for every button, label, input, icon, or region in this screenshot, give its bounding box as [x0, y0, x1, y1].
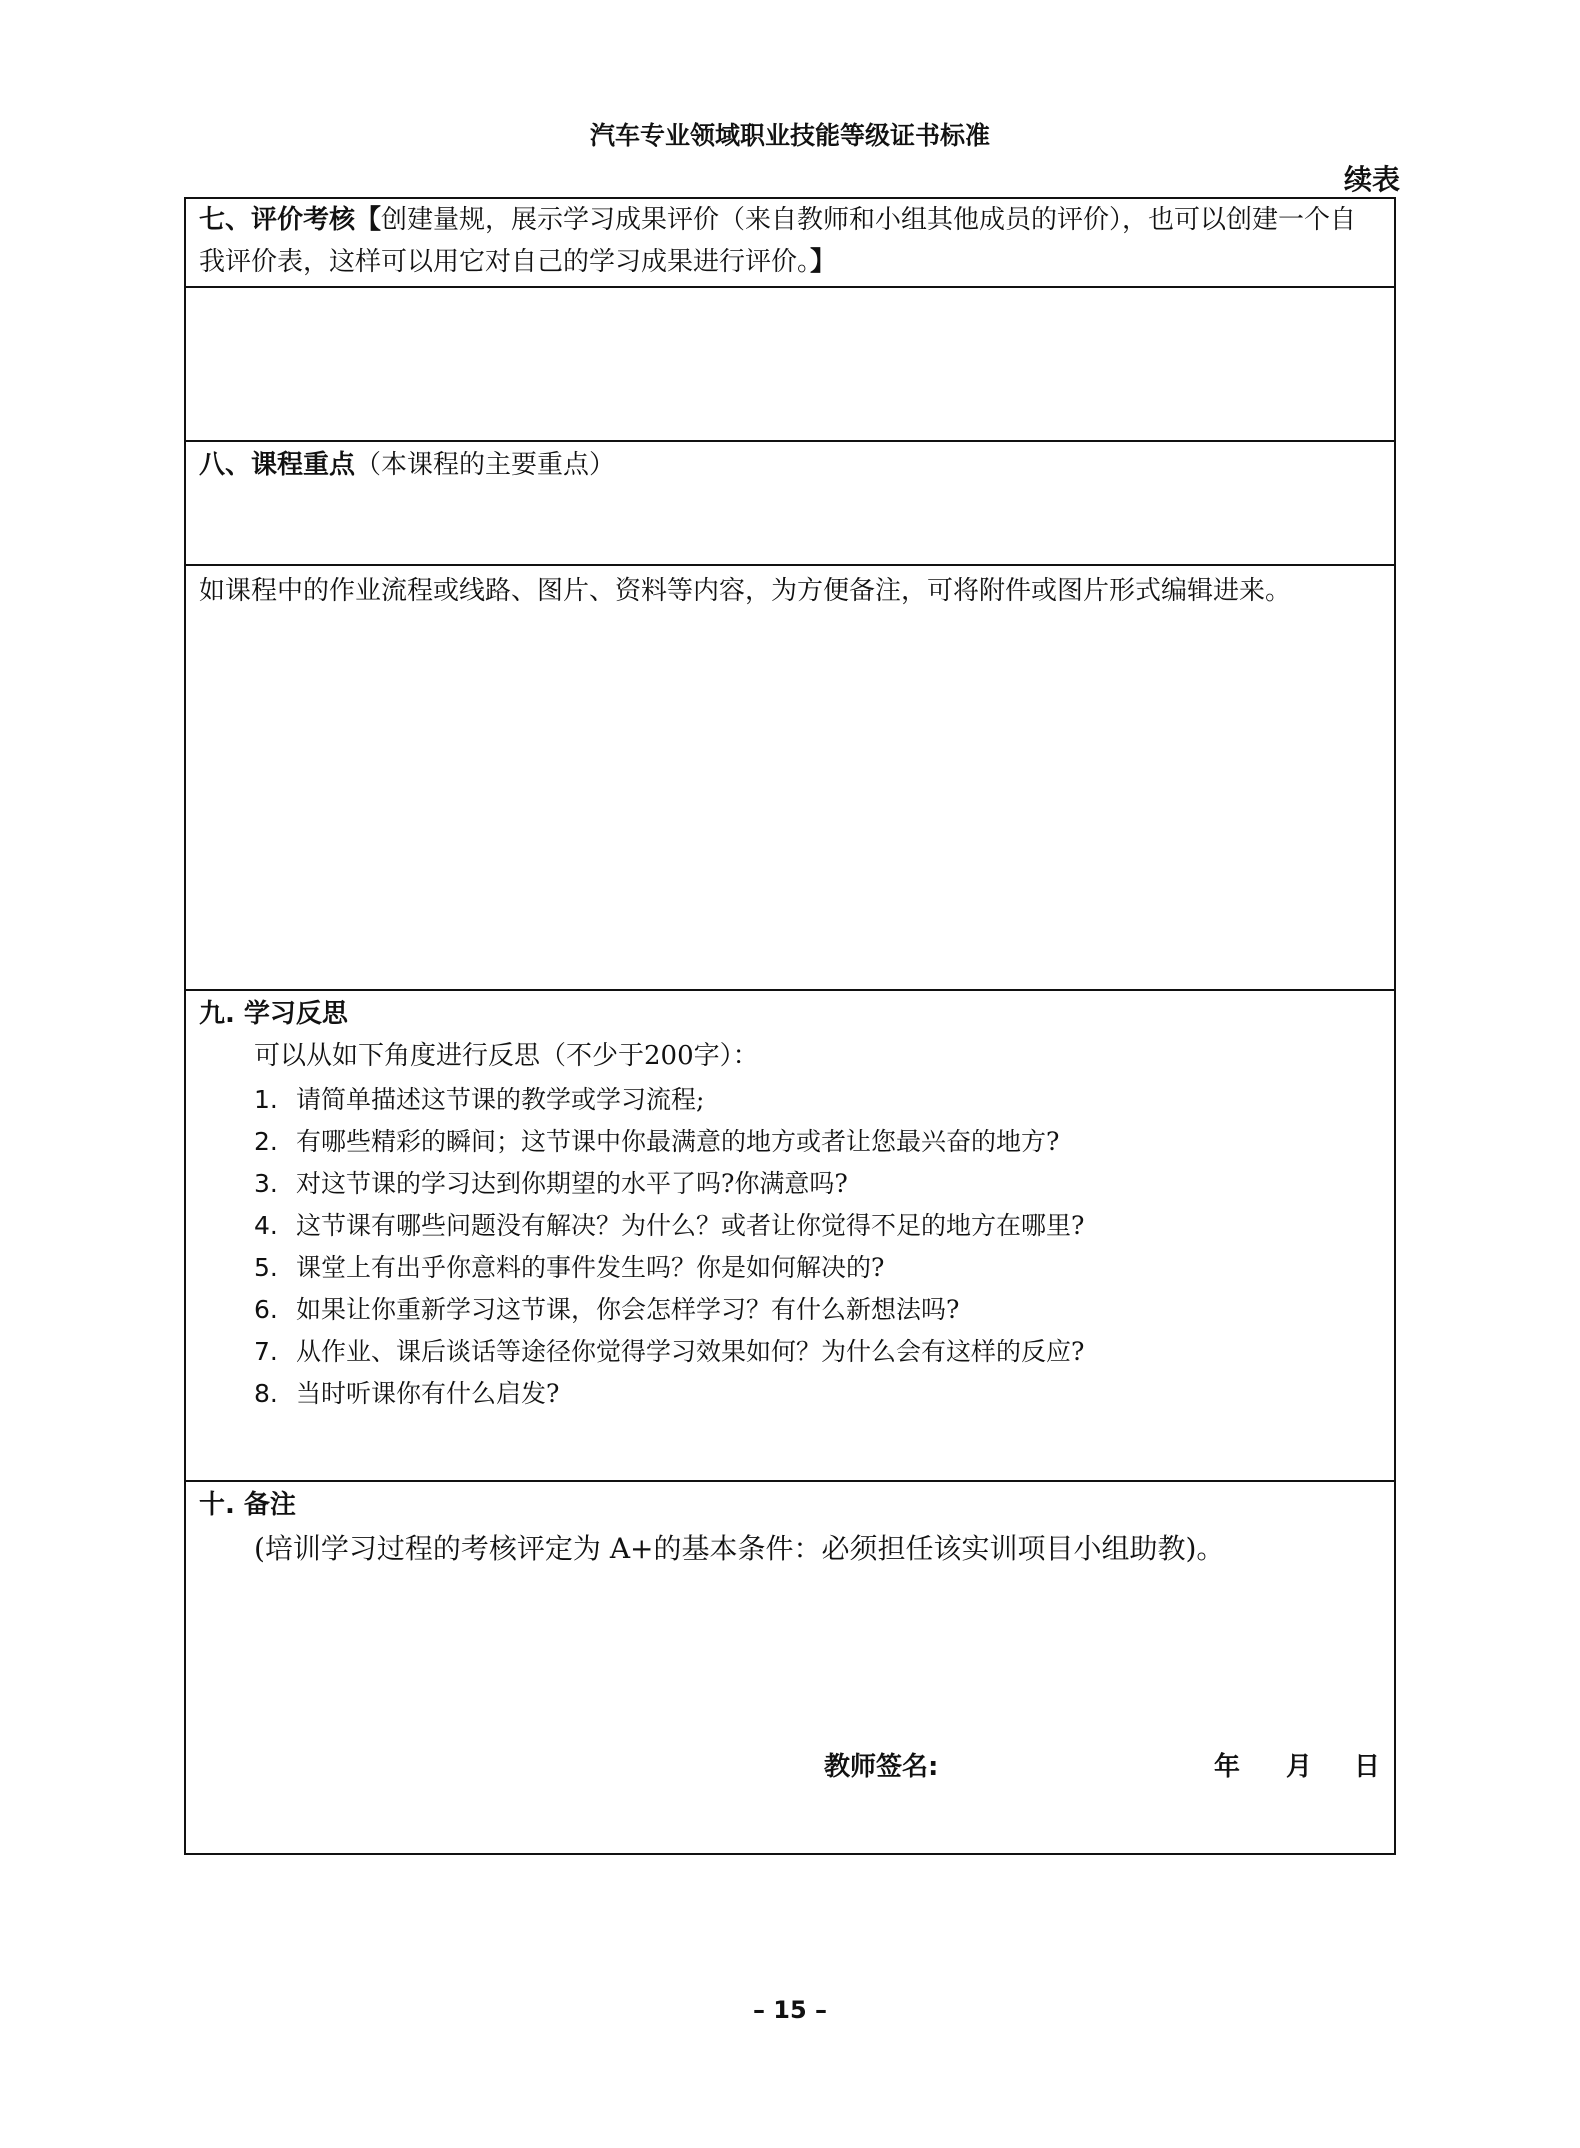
list-item: [254, 1205, 1381, 1247]
list-item-number: 7.: [254, 1337, 278, 1366]
section-reflection: [186, 991, 1394, 1482]
reflection-question-list: [254, 1079, 1381, 1415]
teacher-signature-label: 教师签名:: [824, 1752, 939, 1782]
evaluation-bracket-open: 【: [355, 205, 382, 235]
section-evaluation-content: [186, 288, 1394, 442]
section-evaluation: [186, 199, 1394, 288]
list-item-number: 1.: [254, 1085, 278, 1114]
list-item: [254, 1163, 1381, 1205]
remarks-heading: 十. 备注: [199, 1490, 296, 1520]
list-item: [254, 1373, 1381, 1415]
list-item: [254, 1121, 1381, 1163]
list-item-text: 请简单描述这节课的教学或学习流程;: [296, 1085, 705, 1114]
list-item-text: 从作业、课后谈话等途径你觉得学习效果如何？为什么会有这样的反应?: [296, 1337, 1085, 1366]
list-item-number: 5.: [254, 1253, 278, 1282]
list-item: [254, 1331, 1381, 1373]
list-item-text: 有哪些精彩的瞬间；这节课中你最满意的地方或者让您最兴奋的地方?: [296, 1127, 1060, 1156]
remarks-text: (培训学习过程的考核评定为 A+的基本条件：必须担任该实训项目小组助教)。: [254, 1532, 1225, 1565]
list-item-number: 2.: [254, 1127, 278, 1156]
signature-year-label: 年: [1214, 1752, 1241, 1782]
signature-month-label: 月: [1286, 1752, 1313, 1782]
list-item-number: 3.: [254, 1169, 278, 1198]
continued-table-label: 续表: [1343, 163, 1400, 196]
list-item: [254, 1289, 1381, 1331]
evaluation-bracket-close: 】: [810, 247, 837, 277]
document-title: 汽车专业领域职业技能等级证书标准: [589, 121, 990, 150]
course-form-table: [184, 197, 1396, 1855]
section-remarks: [186, 1482, 1394, 1853]
list-item-number: 6.: [254, 1295, 278, 1324]
list-item-number: 4.: [254, 1211, 278, 1240]
evaluation-description: 创建量规，展示学习成果评价（来自教师和小组其他成员的评价），也可以创建一个自我评价表，这样可以用它对自己的学习成果进行评价。: [199, 205, 1357, 277]
signature-day-label: 日: [1354, 1752, 1381, 1782]
attachments-text: 如课程中的作业流程或线路、图片、资料等内容，为方便备注，可将附件或图片形式编辑进来。: [199, 576, 1292, 606]
list-item-number: 8.: [254, 1379, 278, 1408]
reflection-heading: 九. 学习反思: [199, 999, 348, 1029]
list-item-text: 这节课有哪些问题没有解决？为什么？或者让你觉得不足的地方在哪里?: [296, 1211, 1085, 1240]
list-item: [254, 1079, 1381, 1121]
list-item-text: 课堂上有出乎你意料的事件发生吗？你是如何解决的?: [296, 1253, 885, 1282]
evaluation-heading: 七、评价考核: [199, 205, 356, 235]
list-item-text: 如果让你重新学习这节课，你会怎样学习？有什么新想法吗?: [296, 1295, 960, 1324]
key-points-heading: 八、课程重点: [199, 450, 356, 480]
section-attachments: [186, 566, 1394, 991]
list-item-text: 当时听课你有什么启发?: [296, 1379, 560, 1408]
list-item-text: 对这节课的学习达到你期望的水平了吗?你满意吗?: [296, 1169, 848, 1198]
section-key-points: [186, 442, 1394, 566]
list-item: [254, 1247, 1381, 1289]
reflection-intro: 可以从如下角度进行反思（不少于200字）：: [254, 1041, 759, 1071]
page-number: – 15 –: [752, 1996, 828, 2024]
key-points-line: [199, 444, 1381, 486]
evaluation-text: [199, 199, 1381, 283]
key-points-note: （本课程的主要重点）: [355, 450, 616, 480]
